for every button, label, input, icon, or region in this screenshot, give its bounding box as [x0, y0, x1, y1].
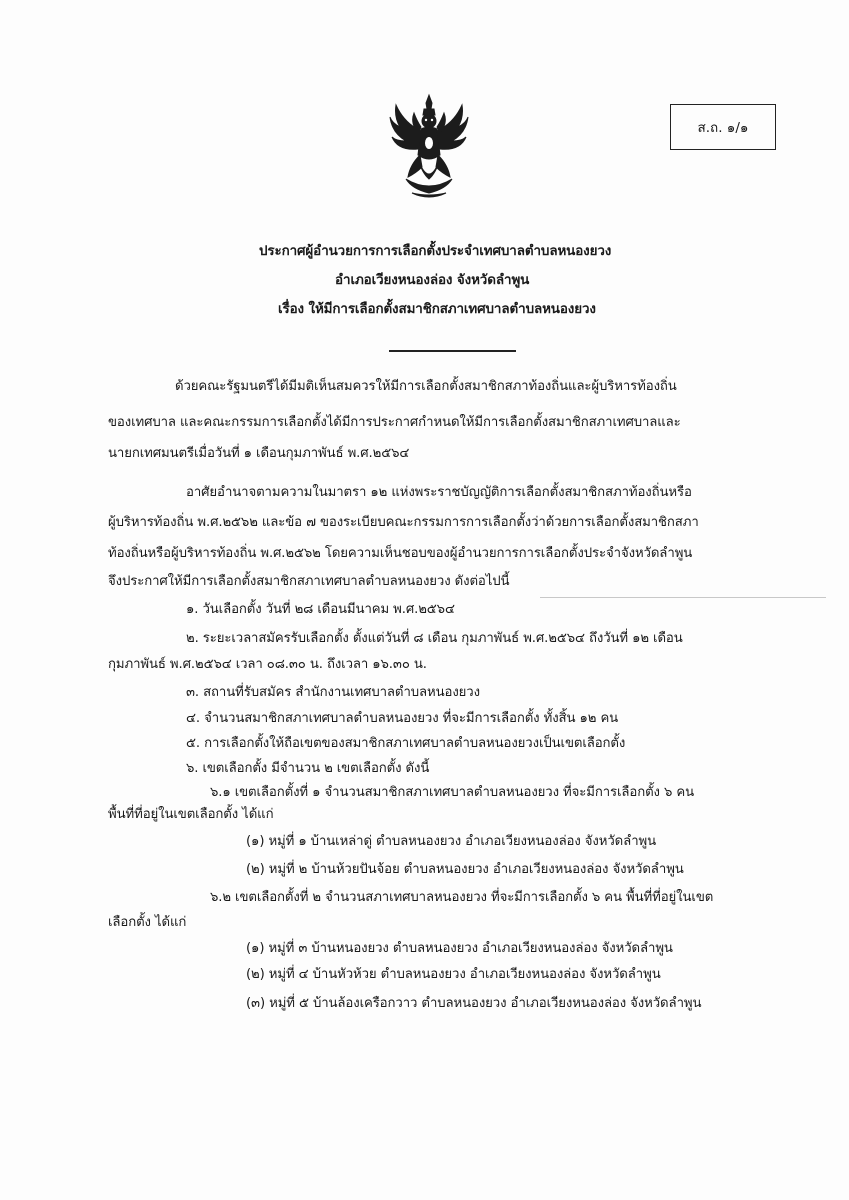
announcement-title-line1: ประกาศผู้อำนวยการการเลือกตั้งประจำเทศบาลตำบลหนองยวง	[259, 244, 612, 259]
announcement-title-line2: อำเภอเวียงหนองล่อง จังหวัดลำพูน	[335, 273, 530, 288]
district-1-line2: พื้นที่ที่อยู่ในเขตเลือกตั้ง ได้แก่	[108, 807, 274, 822]
item-4: ๔. จำนวนสมาชิกสภาเทศบาลตำบลหนองยวง ที่จะมีการเลือกตั้ง ทั้งสิ้น ๑๒ คน	[186, 711, 619, 726]
para2-line3: ท้องถิ่นหรือผู้บริหารท้องถิ่น พ.ศ.๒๕๖๒ โดยความเห็นชอบของผู้อำนวยการการเลือกตั้งประจำจังหวัดลำพูน	[108, 546, 693, 561]
district-2-village-1: (๑) หมู่ที่ ๓ บ้านหนองยวง ตำบลหนองยวง อำเภอเวียงหนองล่อง จังหวัดลำพูน	[246, 941, 673, 956]
form-code-box	[670, 104, 776, 150]
title-divider	[389, 350, 516, 352]
item-5: ๕. การเลือกตั้งให้ถือเขตของสมาชิกสภาเทศบาลตำบลหนองยวงเป็นเขตเลือกตั้ง	[186, 736, 626, 751]
district-2-village-3: (๓) หมู่ที่ ๕ บ้านล้องเครือกวาว ตำบลหนองยวง อำเภอเวียงหนองล่อง จังหวัดลำพูน	[246, 996, 702, 1011]
item-3: ๓. สถานที่รับสมัคร สำนักงานเทศบาลตำบลหนองยวง	[186, 685, 480, 700]
item-2-line2: กุมภาพันธ์ พ.ศ.๒๕๖๔ เวลา ๐๘.๓๐ น. ถึงเวลา ๑๖.๓๐ น.	[108, 657, 427, 672]
district-1-village-1: (๑) หมู่ที่ ๑ บ้านเหล่าดู่ ตำบลหนองยวง อำเภอเวียงหนองล่อง จังหวัดลำพูน	[246, 834, 657, 849]
announcement-subject: เรื่อง ให้มีการเลือกตั้งสมาชิกสภาเทศบาลตำบลหนองยวง	[278, 302, 596, 317]
para1-line3: นายกเทศมนตรีเมื่อวันที่ ๑ เดือนกุมภาพันธ์ พ.ศ.๒๕๖๔	[108, 446, 410, 461]
para2-line2: ผู้บริหารท้องถิ่น พ.ศ.๒๕๖๒ และข้อ ๗ ของระเบียบคณะกรรมการการเลือกตั้งว่าด้วยการเลือกตั้งสมาชิกสภา	[108, 515, 699, 530]
district-2-line1: ๖.๒ เขตเลือกตั้งที่ ๒ จำนวนสภาเทศบาลหนองยวง ที่จะมีการเลือกตั้ง ๖ คน พื้นที่ที่อยู่ในเขต	[210, 890, 714, 905]
district-2-line2: เลือกตั้ง ได้แก่	[108, 915, 187, 930]
item-6: ๖. เขตเลือกตั้ง มีจำนวน ๒ เขตเลือกตั้ง ดังนี้	[186, 761, 430, 776]
scan-artifact-line	[540, 597, 826, 598]
para1-line2: ของเทศบาล และคณะกรรมการเลือกตั้งได้มีการประกาศกำหนดให้มีการเลือกตั้งสมาชิกสภาเทศบาลและ	[108, 415, 681, 430]
item-1: ๑. วันเลือกตั้ง วันที่ ๒๘ เดือนมีนาคม พ.ศ.๒๕๖๔	[186, 602, 455, 617]
district-1-village-2: (๒) หมู่ที่ ๒ บ้านห้วยปันจ้อย ตำบลหนองยวง อำเภอเวียงหนองล่อง จังหวัดลำพูน	[246, 862, 684, 877]
district-2-village-2: (๒) หมู่ที่ ๔ บ้านหัวห้วย ตำบลหนองยวง อำเภอเวียงหนองล่อง จังหวัดลำพูน	[246, 967, 661, 982]
item-2-line1: ๒. ระยะเวลาสมัครรับเลือกตั้ง ตั้งแต่วันที่ ๘ เดือน กุมภาพันธ์ พ.ศ.๒๕๖๔ ถึงวันที่ ๑๒ เดือน	[186, 631, 683, 646]
form-code: ส.ถ. ๑/๑	[697, 120, 749, 136]
para1-line1: ด้วยคณะรัฐมนตรีได้มีมติเห็นสมควรให้มีการเลือกตั้งสมาชิกสภาท้องถิ่นและผู้บริหารท้องถิ่น	[175, 379, 677, 394]
para2-line4: จึงประกาศให้มีการเลือกตั้งสมาชิกสภาเทศบาลตำบลหนองยวง ดังต่อไปนี้	[108, 574, 510, 589]
district-1-line1: ๖.๑ เขตเลือกตั้งที่ ๑ จำนวนสมาชิกสภาเทศบาลตำบลหนองยวง ที่จะมีการเลือกตั้ง ๖ คน	[210, 785, 694, 800]
garuda-emblem-icon	[388, 93, 470, 201]
para2-line1: อาศัยอำนาจตามความในมาตรา ๑๒ แห่งพระราชบัญญัติการเลือกตั้งสมาชิกสภาท้องถิ่นหรือ	[186, 485, 692, 500]
